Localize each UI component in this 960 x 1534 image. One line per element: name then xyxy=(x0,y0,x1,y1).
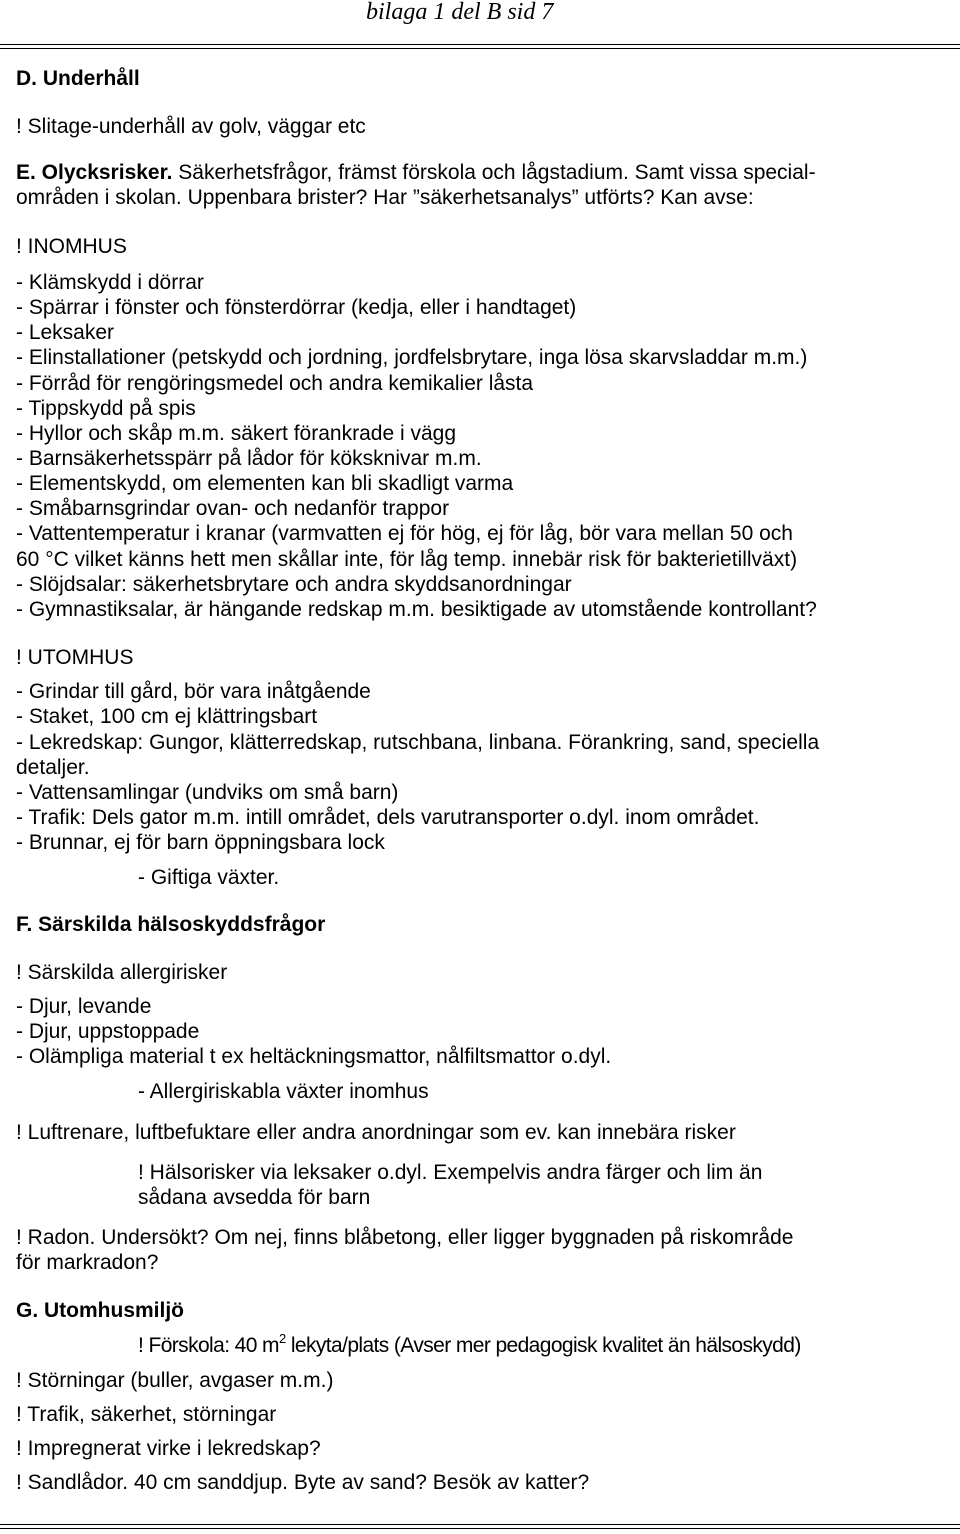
halsorisker-item: ! Hälsorisker via leksaker o.dyl. Exempelvis andra färger och lim än xyxy=(138,1161,763,1184)
utomhus-title: ! UTOMHUS xyxy=(16,646,134,669)
inomhus-item: - Leksaker xyxy=(16,321,115,344)
inomhus-item: - Barnsäkerhetsspärr på lådor för köksknivar m.m. xyxy=(16,447,482,470)
inomhus-item: - Klämskydd i dörrar xyxy=(16,271,204,294)
allergy-title: ! Särskilda allergirisker xyxy=(16,961,228,984)
inomhus-item: - Elementskydd, om elementen kan bli skadligt varma xyxy=(16,472,514,495)
inomhus-item: - Vattentemperatur i kranar (varmvatten ej för hög, ej för låg, bör vara mellan 50 och xyxy=(16,522,793,545)
utomhus-item: - Grindar till gård, bör vara inåtgående xyxy=(16,680,371,703)
inomhus-item: - Småbarnsgrindar ovan- och nedanför trappor xyxy=(16,497,450,520)
inomhus-item: - Spärrar i fönster och fönsterdörrar (kedja, eller i handtaget) xyxy=(16,296,577,319)
utomhusmiljo-item: ! Impregnerat virke i lekredskap? xyxy=(16,1437,321,1460)
forskola-text-post: lekyta/plats (Avser mer pedagogisk kvalitet än hälsoskydd) xyxy=(285,1334,801,1357)
allergy-item-indented: - Allergiriskabla växter inomhus xyxy=(138,1080,429,1103)
page-header: bilaga 1 del B sid 7 xyxy=(366,0,554,25)
inomhus-item: - Elinstallationer (petskydd och jordning, jordfelsbrytare, inga lösa skarvsladdar m.m.) xyxy=(16,346,808,369)
utomhus-item: - Staket, 100 cm ej klättringsbart xyxy=(16,705,318,728)
utomhusmiljo-item: ! Störningar (buller, avgaser m.m.) xyxy=(16,1369,334,1392)
utomhusmiljo-item: ! Trafik, säkerhet, störningar xyxy=(16,1403,277,1426)
forskola-superscript: 2 xyxy=(278,1331,286,1346)
header-rule xyxy=(0,44,960,45)
forskola-text-pre: ! Förskola: 40 m xyxy=(138,1334,279,1357)
inomhus-item: - Hyllor och skåp m.m. säkert förankrade i vägg xyxy=(16,422,456,445)
inomhus-item: - Tippskydd på spis xyxy=(16,397,196,420)
section-e-heading-line2: områden i skolan. Uppenbara brister? Har ”säkerhetsanalys” utförts? Kan avse: xyxy=(16,186,754,209)
section-g-heading: G. Utomhusmiljö xyxy=(16,1299,184,1322)
radon-item: ! Radon. Undersökt? Om nej, finns blåbetong, eller ligger byggnaden på riskområde xyxy=(16,1226,794,1249)
header-rule-double xyxy=(0,48,960,49)
allergy-item: - Djur, uppstoppade xyxy=(16,1020,200,1043)
footer-rule-double xyxy=(0,1528,960,1529)
inomhus-title: ! INOMHUS xyxy=(16,235,127,258)
forskola-item xyxy=(138,1331,801,1357)
allergy-item: - Djur, levande xyxy=(16,995,152,1018)
utomhus-item: - Vattensamlingar (undviks om små barn) xyxy=(16,781,399,804)
section-d-heading: D. Underhåll xyxy=(16,67,140,90)
section-e-heading-rest: Säkerhetsfrågor, främst förskola och lågstadium. Samt vissa special- xyxy=(172,161,816,184)
utomhus-item: detaljer. xyxy=(16,756,90,779)
section-d-item: ! Slitage-underhåll av golv, väggar etc xyxy=(16,115,366,138)
section-e-heading-bold: E. Olycksrisker. xyxy=(16,161,173,184)
utomhus-item: - Lekredskap: Gungor, klätterredskap, rutschbana, linbana. Förankring, sand, speciella xyxy=(16,731,820,754)
halsorisker-item-line2: sådana avsedda för barn xyxy=(138,1186,371,1209)
inomhus-item: 60 °C vilket känns hett men skållar inte, för låg temp. innebär risk för bakterietillväxt) xyxy=(16,548,798,571)
inomhus-item: - Gymnastiksalar, är hängande redskap m.m. besiktigade av utomstående kontrollant? xyxy=(16,598,817,621)
utomhus-item-indented: - Giftiga växter. xyxy=(138,866,280,889)
inomhus-item: - Slöjdsalar: säkerhetsbrytare och andra skyddsanordningar xyxy=(16,573,572,596)
radon-item-line2: för markradon? xyxy=(16,1251,159,1274)
section-f-heading: F. Särskilda hälsoskyddsfrågor xyxy=(16,913,326,936)
section-e-heading xyxy=(16,162,816,183)
utomhusmiljo-item: ! Sandlådor. 40 cm sanddjup. Byte av sand? Besök av katter? xyxy=(16,1471,590,1494)
inomhus-item: - Förråd för rengöringsmedel och andra kemikalier låsta xyxy=(16,372,534,395)
utomhus-item: - Brunnar, ej för barn öppningsbara lock xyxy=(16,831,385,854)
utomhus-item: - Trafik: Dels gator m.m. intill området, dels varutransporter o.dyl. inom området. xyxy=(16,806,760,829)
footer-rule xyxy=(0,1524,960,1525)
luftrenare-item: ! Luftrenare, luftbefuktare eller andra anordningar som ev. kan innebära risker xyxy=(16,1121,736,1144)
allergy-item: - Olämpliga material t ex heltäckningsmattor, nålfiltsmattor o.dyl. xyxy=(16,1045,612,1068)
